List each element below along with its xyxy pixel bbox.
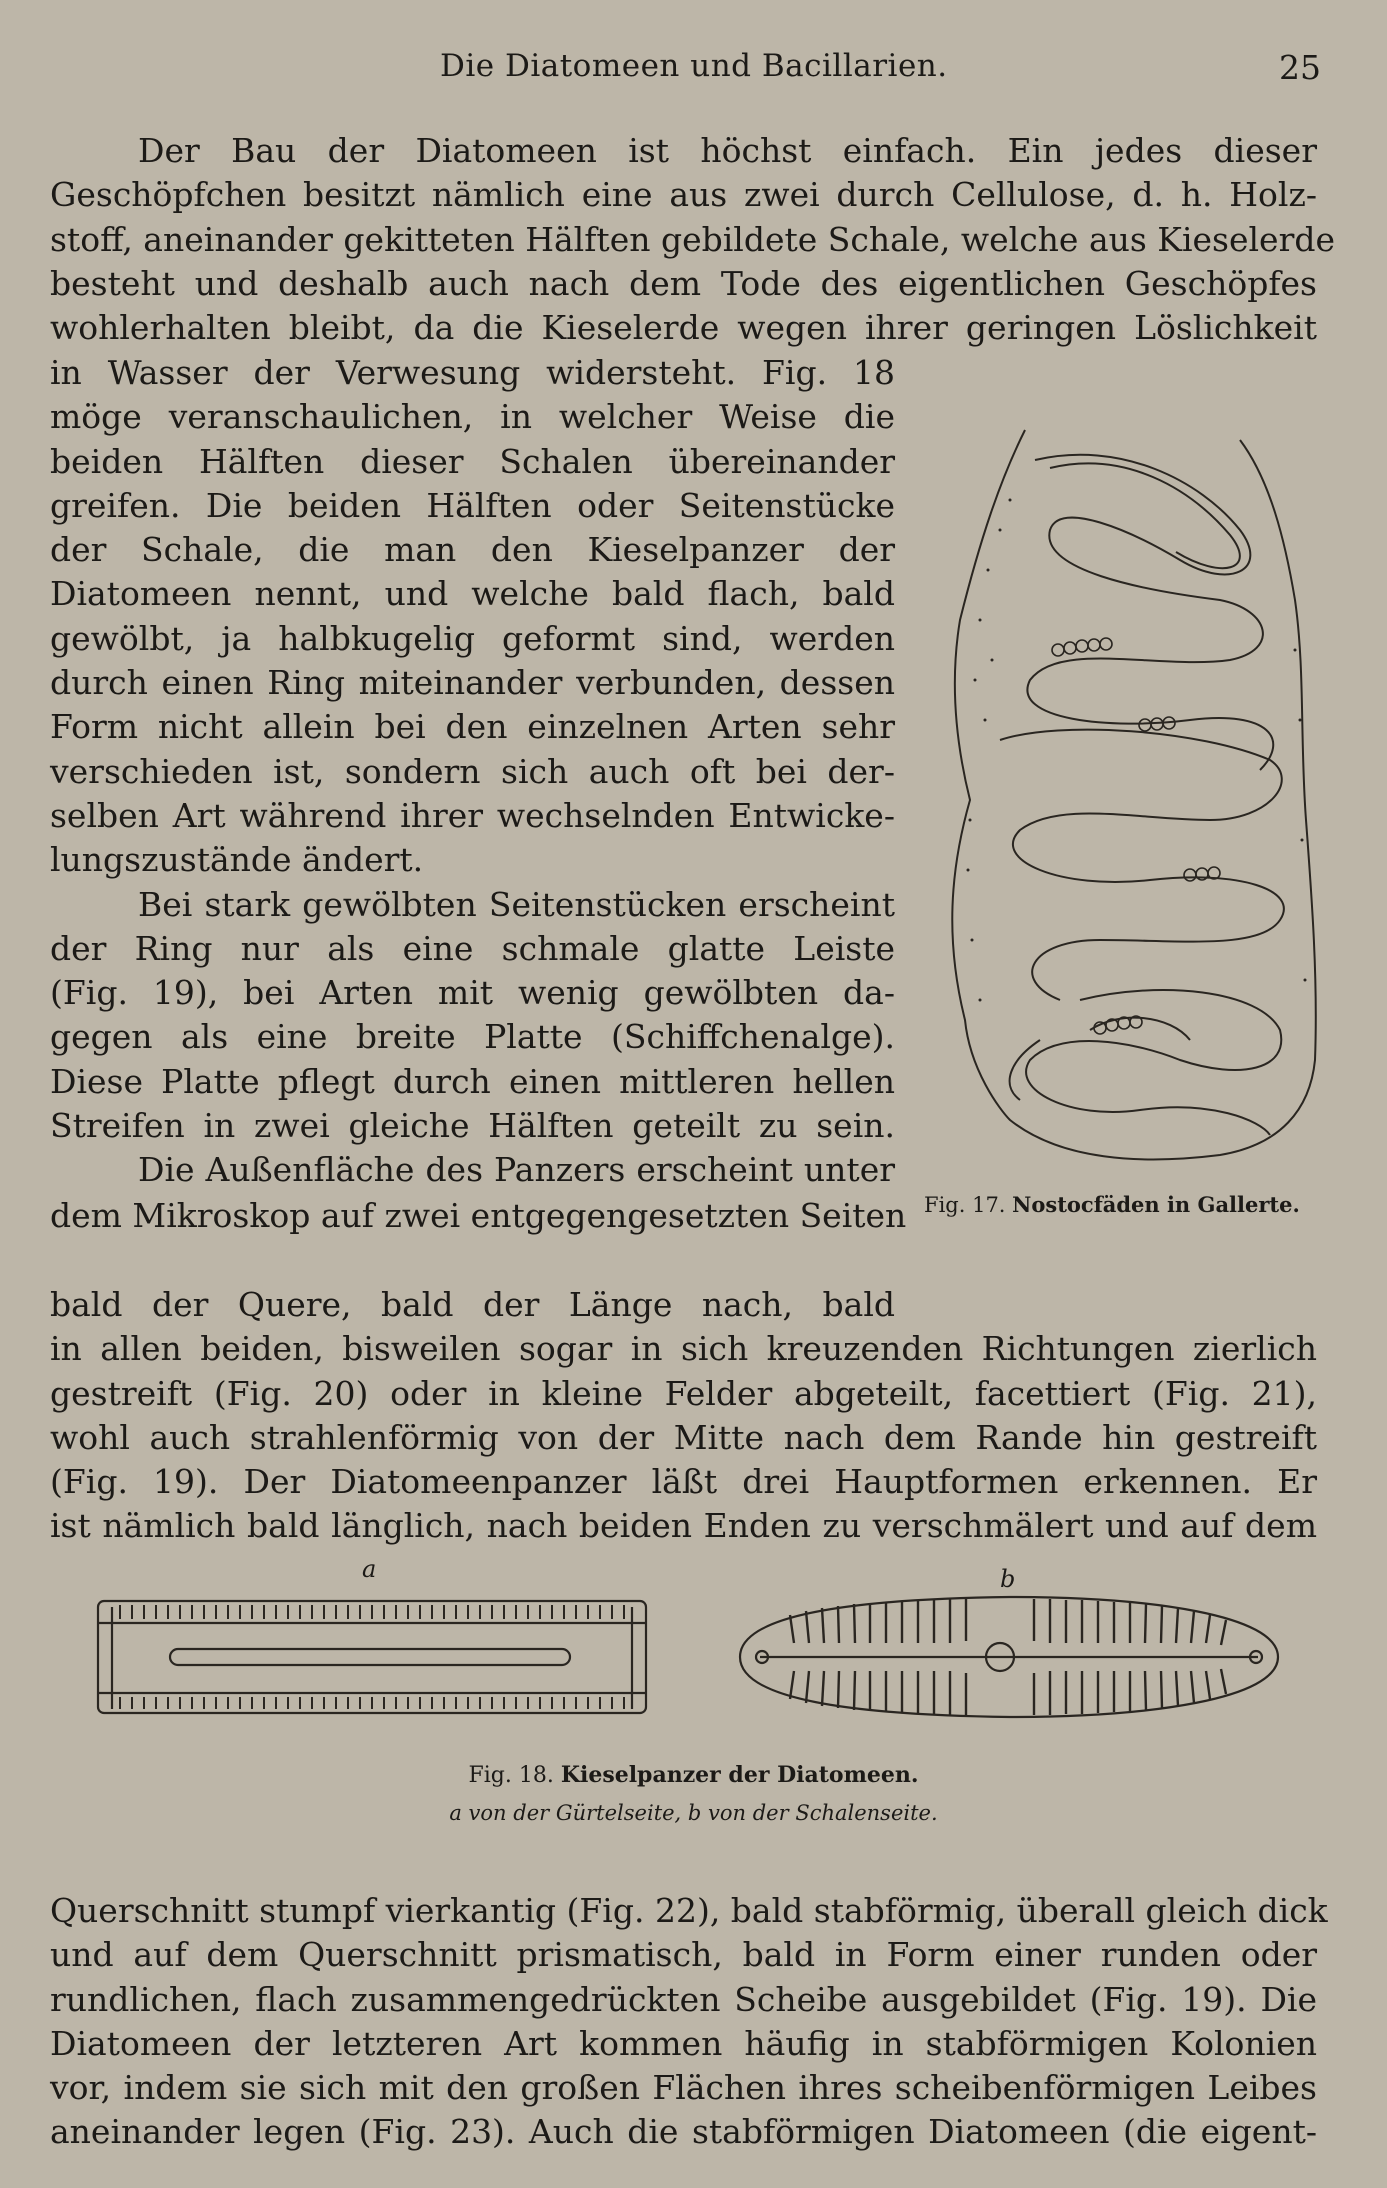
text-line: der Schale, die man den Kieselpanzer der [50, 530, 895, 570]
text-line: greifen. Die beiden Hälften oder Seitenstücke [50, 485, 895, 525]
text-line: der Ring nur als eine schmale glatte Leiste [50, 928, 895, 968]
figure-18-caption [0, 1762, 1387, 1788]
text-line: Bei stark gewölbten Seitenstücken erscheint [138, 884, 895, 924]
figure-17-title: Nostocfäden in Gallerte. [1012, 1192, 1300, 1217]
text-line: Diatomeen nennt, und welche bald flach, bald [50, 574, 895, 614]
text-line: in Wasser der Verwesung widersteht. Fig. 18 [50, 353, 895, 392]
figure-18-illustration [90, 1555, 1290, 1755]
text-line: gewölbt, ja halbkugelig geformt sind, werden [50, 618, 895, 658]
figure-18-drawing [90, 1585, 1290, 1745]
page-number: 25 [1279, 48, 1321, 87]
text-line: (Fig. 19), bei Arten mit wenig gewölbten da- [50, 973, 895, 1013]
text-line: (Fig. 19). Der Diatomeenpanzer läßt drei Hauptformen erkennen. Er [50, 1462, 1317, 1502]
page-header [0, 48, 1387, 92]
text-line: rundlichen, flach zusammengedrückten Scheibe ausgebildet (Fig. 19). Die [50, 1979, 1317, 2019]
text-line: und auf dem Querschnitt prismatisch, bald in Form einer runden oder [50, 1935, 1317, 1975]
text-line: aneinander legen (Fig. 23). Auch die stabförmigen Diatomeen (die eigent- [50, 2112, 1317, 2152]
text-line: beiden Hälften dieser Schalen übereinander [50, 441, 895, 481]
figure-17-caption [924, 1192, 1300, 1217]
figure-18-label-b: b [1000, 1565, 1016, 1593]
figure-18-subcaption: a von der Gürtelseite, b von der Schalenseite. [449, 1801, 938, 1825]
text-line: gestreift (Fig. 20) oder in kleine Felder abgeteilt, facettiert (Fig. 21), [50, 1373, 1317, 1413]
text-line: stoff, aneinander gekitteten Hälften gebildete Schale, welche aus Kieselerde [50, 219, 1336, 259]
text-line: Querschnitt stumpf vierkantig (Fig. 22), bald stabförmig, überall gleich dick [50, 1891, 1328, 1930]
text-line: Die Außenfläche des Panzers erscheint unter [138, 1150, 895, 1190]
text-line: Streifen in zwei gleiche Hälften geteilt zu sein. [50, 1106, 895, 1146]
text-line: dem Mikroskop auf zwei entgegengesetzten Seiten [50, 1196, 907, 1235]
text-line: lungszustände ändert. [50, 840, 424, 880]
text-line-beside-caption [50, 1194, 907, 1238]
text-line: Form nicht allein bei den einzelnen Arten sehr [50, 707, 895, 747]
text-line: in allen beiden, bisweilen sogar in sich kreuzenden Richtungen zierlich [50, 1329, 1317, 1369]
text-line: besteht und deshalb auch nach dem Tode des eigentlichen Geschöpfes [50, 263, 1317, 303]
figure-17-label: Fig. 17. [924, 1193, 1006, 1217]
text-line: verschieden ist, sondern sich auch oft bei der- [50, 751, 895, 791]
figure-18-caption-label: Fig. 18. [468, 1763, 554, 1788]
running-title: Die Diatomeen und Bacillarien. [440, 48, 948, 84]
text-line: Geschöpfchen besitzt nämlich eine aus zwei durch Cellulose, d. h. Holz- [50, 175, 1317, 215]
figure-18-label-a: a [362, 1555, 377, 1583]
paragraph-bottom [50, 1889, 1328, 2155]
text-line: gegen als eine breite Platte (Schiffchenalge). [50, 1017, 895, 1057]
text-line: durch einen Ring miteinander verbunden, dessen [50, 663, 895, 703]
text-line: wohl auch strahlenförmig von der Mitte nach dem Rande hin gestreift [50, 1417, 1317, 1457]
text-line: Der Bau der Diatomeen ist höchst einfach. Ein jedes dieser [138, 131, 1317, 170]
text-line: ist nämlich bald länglich, nach beiden Enden zu verschmälert und auf dem [50, 1506, 1317, 1546]
figure-17-illustration [940, 420, 1325, 1170]
paragraph-top [50, 129, 1336, 350]
paragraph-full-width [50, 1283, 1317, 1549]
text-line: bald der Quere, bald der Länge nach, bald [50, 1285, 895, 1324]
text-line: wohlerhalten bleibt, da die Kieselerde wegen ihrer geringen Löslichkeit [50, 308, 1317, 348]
text-line: Diese Platte pflegt durch einen mittleren hellen [50, 1061, 895, 1101]
figure-18-caption-title: Kieselpanzer der Diatomeen. [560, 1762, 919, 1788]
text-line: Diatomeen der letzteren Art kommen häufig in stabförmigen Kolonien [50, 2023, 1317, 2063]
text-line: selben Art während ihrer wechselnden Entwicke- [50, 795, 895, 835]
text-line: vor, indem sie sich mit den großen Flächen ihres scheibenförmigen Leibes [50, 2068, 1317, 2108]
paragraph-beside-figure [50, 351, 895, 1193]
text-line: möge veranschaulichen, in welcher Weise die [50, 397, 895, 437]
